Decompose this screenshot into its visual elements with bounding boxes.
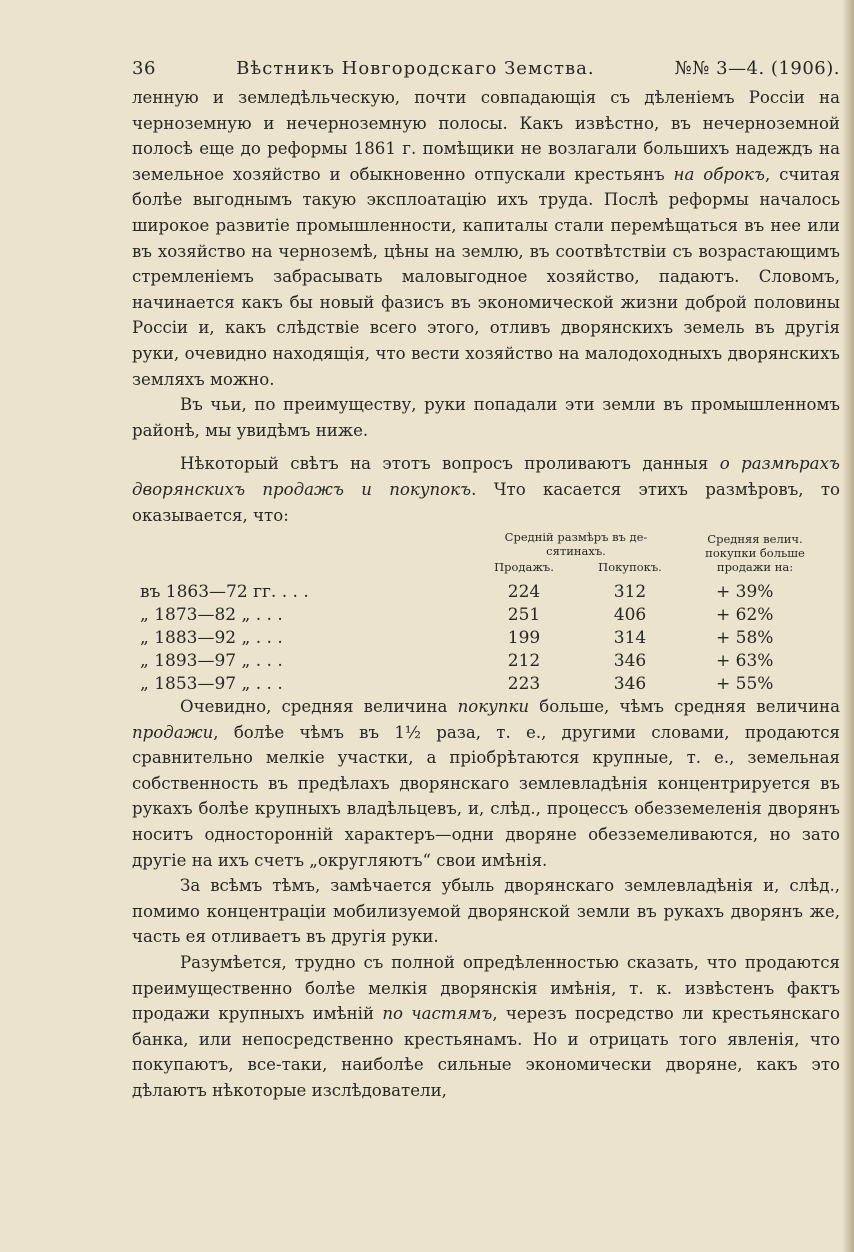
- paragraph-p2: [132, 392, 840, 443]
- text-run: Разумѣется, трудно съ полной опредѣленностью сказать, что продаются преимущественно болѣе мелкія дворянскія имѣнія, т. к. извѣстенъ фактъ продажи крупныхъ имѣній: [132, 953, 840, 1024]
- header-difference: [690, 532, 820, 574]
- row-period: „ 1893—97 „ . . .: [140, 651, 283, 672]
- text-run: Очевидно, средняя величина: [180, 697, 458, 717]
- body-text-before-table: [132, 85, 840, 528]
- text-run: . Что касается этихъ размѣровъ, то оказывается, что:: [132, 479, 840, 525]
- row-sales-size: 251: [507, 605, 541, 626]
- row-sales-size: 223: [507, 674, 541, 695]
- text-run: Въ чьи, по преимуществу, руки попадали эти земли въ промышленномъ районѣ, мы увидѣмъ ниже.: [132, 395, 840, 440]
- row-sales-size: 224: [507, 582, 541, 603]
- paragraph-p6: [132, 950, 840, 1104]
- row-purchases-size: 406: [613, 605, 647, 626]
- row-difference: + 62%: [716, 605, 774, 626]
- italic-text: на оброкъ: [673, 164, 765, 184]
- header-difference-line3: продажи на:: [716, 560, 794, 575]
- text-run: За всѣмъ тѣмъ, замѣчается убыль дворянскаго землевладѣнія и, слѣд., помимо концентраціи мобилизуемой дворянской земли въ рукахъ дворянъ же, часть ея отливаетъ въ другія руки.: [132, 876, 840, 947]
- row-difference: + 58%: [716, 628, 774, 649]
- table-row: [132, 628, 832, 651]
- paragraph-p1: [132, 85, 840, 392]
- header-sales: Продажъ.: [494, 560, 554, 575]
- row-purchases-size: 346: [613, 674, 647, 695]
- row-difference: + 55%: [716, 674, 774, 695]
- italic-text: продажи: [132, 722, 214, 742]
- row-sales-size: 199: [507, 628, 541, 649]
- row-period: „ 1853—97 „ . . .: [140, 674, 283, 695]
- paragraph-p4: [132, 694, 840, 873]
- italic-text: о размѣрахъ дворянскихъ продажъ и покупокъ: [132, 454, 840, 499]
- body-text-after-table: [132, 694, 840, 1104]
- paragraph-p5: [132, 873, 840, 950]
- table-row: [132, 605, 832, 628]
- table-row: [132, 582, 832, 605]
- table-row: [132, 651, 832, 674]
- page: [132, 58, 840, 1104]
- row-sales-size: 212: [507, 651, 541, 672]
- text-run: больше, чѣмъ средняя величина: [529, 697, 840, 717]
- row-period: „ 1873—82 „ . . .: [140, 605, 283, 626]
- italic-text: покупки: [457, 697, 530, 717]
- text-run: , считая болѣе выгоднымъ такую эксплоатацію ихъ труда. Послѣ реформы началось широкое развитіе промышленности, капиталы стали перемѣщаться въ нее или въ хозяйство на черноземѣ, цѣны на землю, въ соотвѣтствіи съ возрастающимъ стремленіемъ забрасывать маловыгодное хозяйство, падаютъ. Словомъ, начинается какъ бы новый фазисъ въ экономической жизни доброй половины Россіи и, какъ слѣдствіе всего этого, отливъ дворянскихъ земель въ другія руки, очевидно находящія, что вести хозяйство на малодоходныхъ дворянскихъ земляхъ можно.: [132, 164, 840, 389]
- row-purchases-size: 312: [613, 582, 647, 603]
- row-purchases-size: 346: [613, 651, 647, 672]
- header-average-size-line1: Средній размѣръ въ де-: [504, 530, 648, 545]
- issue-number: №№ 3—4. (1906).: [674, 58, 840, 79]
- header-difference-line1: Средняя велич.: [707, 532, 803, 547]
- header-average-size: [470, 530, 682, 558]
- text-run: ленную и земледѣльческую, почти совпадающія съ дѣленіемъ Россіи на черноземную и нечерноземную полосы. Какъ извѣстно, въ нечерноземной полосѣ еще до реформы 1861 г. помѣщики не возлагали большихъ надеждъ на земельное хозяйство и обыкновенно отпускали крестьянъ: [132, 88, 840, 184]
- header-difference-line2: покупки больше: [705, 546, 805, 561]
- statistics-table: [132, 530, 840, 695]
- text-run: Нѣкоторый свѣтъ на этотъ вопросъ проливаютъ данныя: [180, 454, 720, 474]
- row-purchases-size: 314: [613, 628, 647, 649]
- page-number: 36: [132, 58, 156, 79]
- journal-title: Вѣстникъ Новгородскаго Земства.: [236, 58, 595, 79]
- page-edge: [842, 0, 854, 1252]
- row-difference: + 63%: [716, 651, 774, 672]
- header-purchases: Покупокъ.: [598, 560, 662, 575]
- text-run: , черезъ посредство ли крестьянскаго банка, или непосредственно крестьянамъ. Но и отрицать того явленія, что покупаютъ, все-таки, наиболѣе сильные экономически дворяне, какъ это дѣлаютъ нѣкоторые изслѣдователи,: [132, 1004, 840, 1100]
- running-header: [132, 58, 840, 85]
- row-period: въ 1863—72 гг. . . .: [140, 582, 309, 603]
- italic-text: по частямъ: [382, 1004, 493, 1024]
- text-run: , болѣе чѣмъ въ 1½ раза, т. е., другими словами, продаются сравнительно мелкіе участки, а пріобрѣтаются крупные, т. е., земельная собственность въ предѣлахъ дворянскаго землевладѣнія концентрируется въ рукахъ болѣе крупныхъ владѣльцевъ, и, слѣд., процессъ обезземеленія дворянъ носитъ односторонній характеръ—одни дворяне обезземеливаются, но зато другіе на ихъ счетъ „округляютъ“ свои имѣнія.: [132, 722, 840, 870]
- header-average-size-line2: сятинахъ.: [546, 544, 606, 559]
- row-period: „ 1883—92 „ . . .: [140, 628, 283, 649]
- paragraph-p3: [132, 451, 840, 528]
- row-difference: + 39%: [716, 582, 774, 603]
- table-row: [132, 674, 832, 697]
